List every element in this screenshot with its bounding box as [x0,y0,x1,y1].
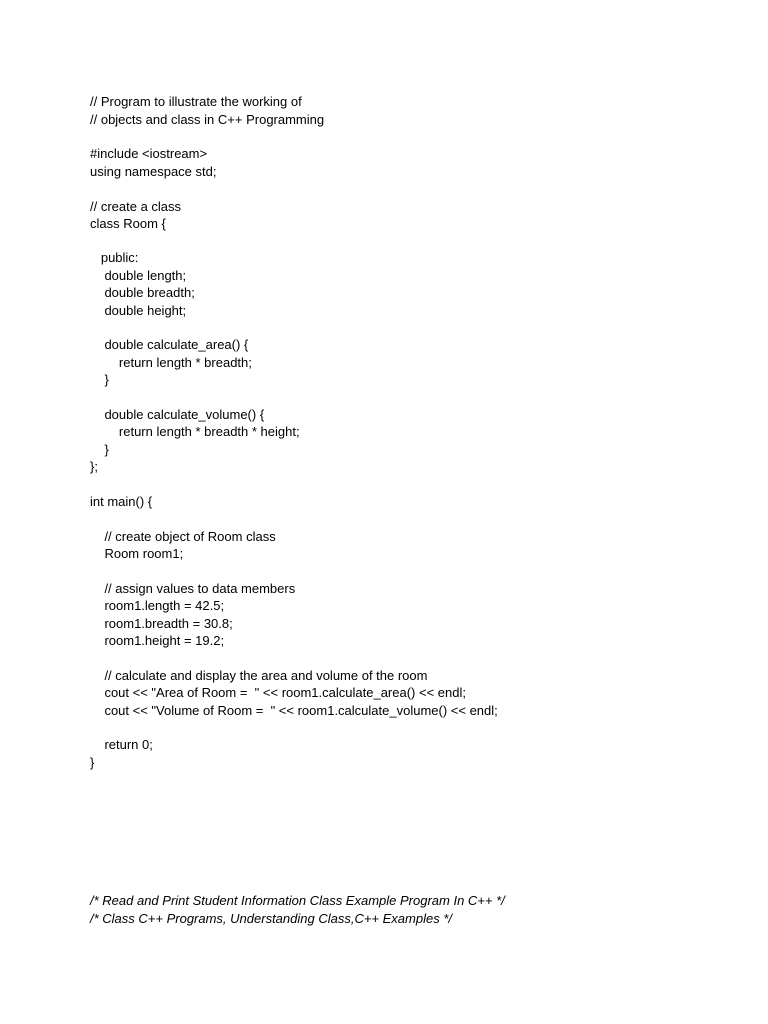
code-line: } [90,372,109,387]
code-line: }; [90,459,98,474]
code-line: double breadth; [90,285,195,300]
code-line: } [90,442,109,457]
code-line: return length * breadth * height; [90,424,300,439]
code-line: room1.breadth = 30.8; [90,616,233,631]
code-line: using namespace std; [90,164,217,179]
code-line: // create a class [90,199,182,214]
code-line: Room room1; [90,546,184,561]
code-line: double length; [90,268,187,283]
code-line: double calculate_area() { [90,337,249,352]
code-line: public: [90,250,139,265]
code-line: room1.length = 42.5; [90,598,225,613]
code-line: // calculate and display the area and volume of the room [90,668,428,683]
code-line: room1.height = 19.2; [90,633,225,648]
footer-comment-line: /* Class C++ Programs, Understanding Class,C++ Examples */ [90,911,452,926]
code-line: cout << "Volume of Room = " << room1.calculate_volume() << endl; [90,703,498,718]
code-line: // create object of Room class [90,529,276,544]
code-line: #include <iostream> [90,146,208,161]
code-line: return 0; [90,737,153,752]
code-line: // objects and class in C++ Programming [90,112,325,127]
code-line: // Program to illustrate the working of [90,94,302,109]
code-line: return length * breadth; [90,355,252,370]
code-line: double height; [90,303,187,318]
code-line: cout << "Area of Room = " << room1.calculate_area() << endl; [90,685,466,700]
code-line: class Room { [90,216,166,231]
footer-comment-line: /* Read and Print Student Information Class Example Program In C++ */ [90,893,505,908]
code-line: // assign values to data members [90,581,296,596]
code-line: } [90,755,95,770]
code-line: double calculate_volume() { [90,407,265,422]
code-line: int main() { [90,494,153,509]
